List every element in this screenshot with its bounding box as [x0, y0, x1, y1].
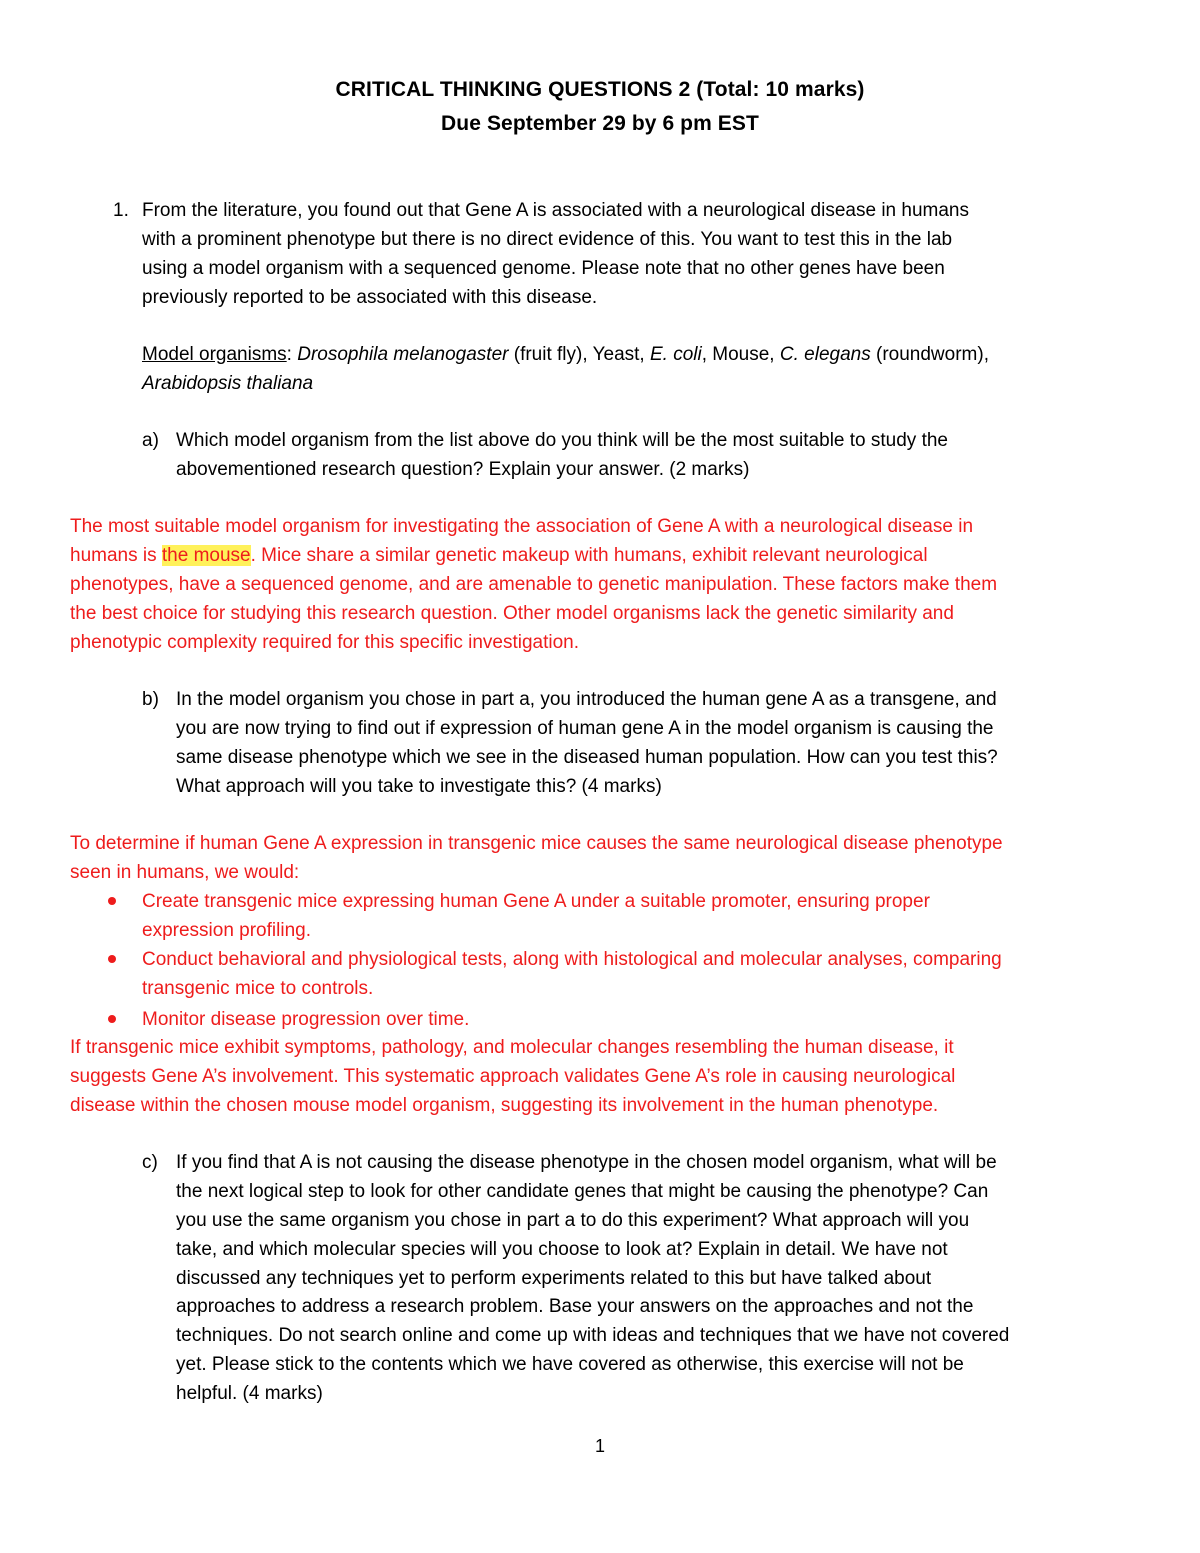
part-b-label: b) [142, 689, 159, 710]
part-a-line: Which model organism from the list above do you think will be the most suitable to study the [176, 430, 948, 451]
part-c-line: techniques. Do not search online and come up with ideas and techniques that we have not covered [176, 1325, 1010, 1346]
document-title: CRITICAL THINKING QUESTIONS 2 (Total: 10 marks) [335, 78, 865, 101]
part-b-line: you are now trying to find out if expression of human gene A in the model organism is causing the [176, 718, 994, 739]
answer-b-line: To determine if human Gene A expression in transgenic mice causes the same neurological disease phenotype [70, 833, 1003, 854]
question-1-line: with a prominent phenotype but there is no direct evidence of this. You want to test this in the lab [142, 229, 953, 250]
bullet-icon [108, 897, 116, 905]
due-date: Due September 29 by 6 pm EST [441, 112, 759, 135]
bullet-item: Conduct behavioral and physiological tests, along with histological and molecular analyses, comparing [142, 949, 1002, 970]
answer-a-line: The most suitable model organism for investigating the association of Gene A with a neurological disease in [70, 516, 974, 537]
part-c-line: take, and which molecular species will you choose to look at? Explain in detail. We have not [176, 1239, 948, 1260]
part-c-line: If you find that A is not causing the disease phenotype in the chosen model organism, what will be [176, 1152, 997, 1173]
model-organisms-label: Model organisms [142, 344, 287, 365]
answer-b-line: If transgenic mice exhibit symptoms, pathology, and molecular changes resembling the human disease, it [70, 1037, 954, 1058]
highlighted-answer: the mouse [161, 545, 251, 566]
page-number: 1 [594, 1436, 605, 1456]
answer-b-line: suggests Gene A’s involvement. This systematic approach validates Gene A’s role in causing neurological [70, 1066, 956, 1087]
part-c-label: c) [142, 1152, 158, 1173]
part-c-line: discussed any techniques yet to perform experiments related to this but have talked about [176, 1268, 932, 1289]
question-1-line: using a model organism with a sequenced genome. Please note that no other genes have been [142, 258, 945, 279]
bullet-item-cont: transgenic mice to controls. [142, 978, 374, 999]
part-a-label: a) [142, 430, 159, 451]
organism-name: E. coli [649, 344, 702, 365]
answer-b-line: disease within the chosen mouse model organism, suggesting its involvement in the human phenotype. [70, 1095, 939, 1116]
answer-a-line: phenotypic complexity required for this specific investigation. [70, 632, 580, 653]
part-b-line: In the model organism you chose in part a, you introduced the human gene A as a transgene, and [176, 689, 997, 710]
question-number: 1. [113, 200, 129, 221]
bullet-item-cont: expression profiling. [142, 920, 311, 941]
answer-a-line: phenotypes, have a sequenced genome, and are amenable to genetic manipulation. These factors make them [70, 574, 998, 595]
model-organisms-list: Model organisms: Drosophila melanogaster (fruit fly), Yeast, E. coli, Mouse, C. elegans (roundworm), [142, 344, 989, 365]
list-text: (roundworm), [870, 344, 989, 365]
organism-name: C. elegans [779, 344, 871, 365]
part-c-line: you use the same organism you chose in part a to do this experiment? What approach will you [176, 1210, 970, 1231]
part-c-line: helpful. (4 marks) [176, 1383, 323, 1404]
part-c-line: approaches to address a research problem. Base your answers on the approaches and not the [176, 1296, 974, 1317]
organism-name: Drosophila melanogaster [297, 344, 509, 365]
part-c-line: yet. Please stick to the contents which we have covered as otherwise, this exercise will not be [176, 1354, 964, 1375]
part-c-line: the next logical step to look for other candidate genes that might be causing the phenotype? Can [176, 1181, 989, 1202]
bullet-icon [108, 955, 116, 963]
part-a-line: abovementioned research question? Explain your answer. (2 marks) [176, 459, 750, 480]
question-1-line: From the literature, you found out that Gene A is associated with a neurological disease in humans [142, 200, 969, 221]
list-text: , Mouse, [701, 344, 780, 365]
bullet-icon [108, 1015, 116, 1023]
question-1-line: previously reported to be associated with this disease. [142, 287, 598, 308]
bullet-item: Create transgenic mice expressing human Gene A under a suitable promoter, ensuring proper [142, 891, 930, 912]
answer-b-line: seen in humans, we would: [70, 862, 300, 883]
bullet-item: Monitor disease progression over time. [142, 1009, 470, 1030]
answer-a-line: humans is the mouse. Mice share a similar genetic makeup with humans, exhibit relevant neurological [70, 545, 928, 566]
part-b-line: What approach will you take to investigate this? (4 marks) [176, 776, 662, 797]
part-b-line: same disease phenotype which we see in the diseased human population. How can you test this? [176, 747, 998, 768]
model-organisms-list-cont: Arabidopsis thaliana [142, 373, 314, 394]
answer-a-line: the best choice for studying this research question. Other model organisms lack the genetic similarity and [70, 603, 954, 624]
list-text: (fruit fly), Yeast, [508, 344, 650, 365]
